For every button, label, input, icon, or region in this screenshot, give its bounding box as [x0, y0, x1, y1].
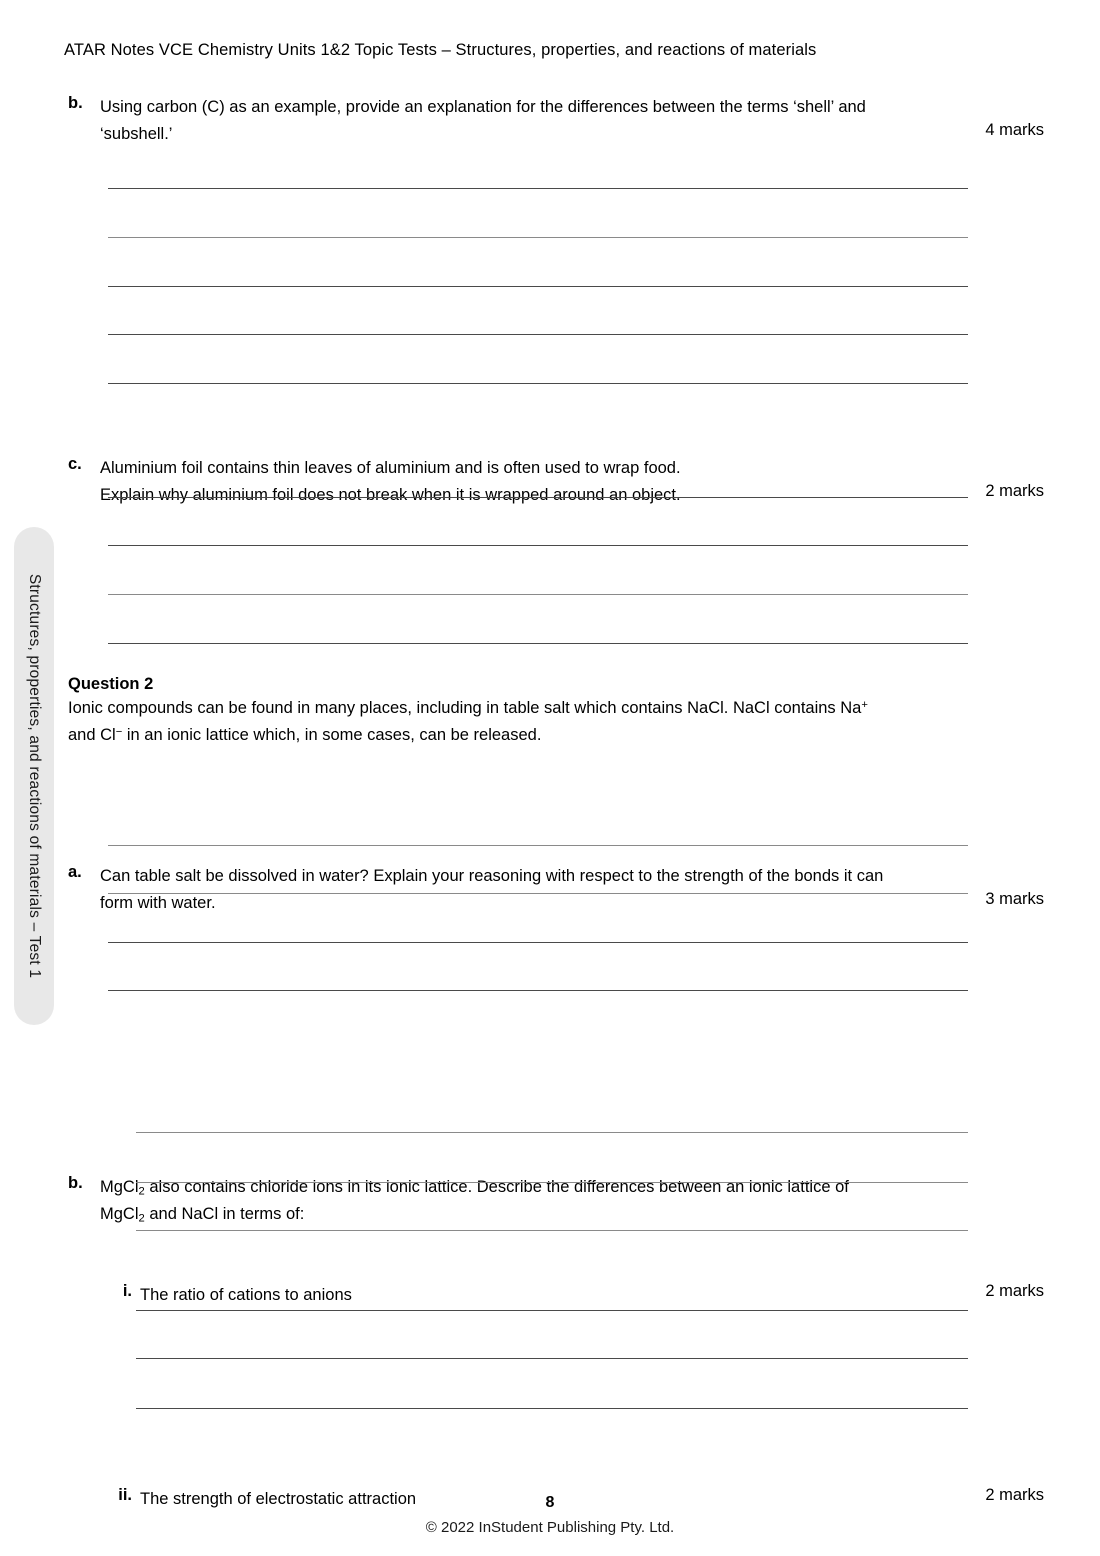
- question-2-part-b-i: [68, 1282, 1044, 1309]
- answer-line[interactable]: [108, 893, 968, 894]
- question-2-stem-line-2-pre: and Cl: [68, 725, 116, 744]
- q2-part-a-text-line-1: Can table salt be dissolved in water? Explain your reasoning with respect to the strength of the bonds it can: [100, 866, 884, 885]
- answer-line[interactable]: [108, 942, 968, 943]
- q2-part-b-i-text: The ratio of cations to anions: [140, 1285, 352, 1304]
- answer-line[interactable]: [108, 188, 968, 189]
- question-2-part-a: [68, 863, 1044, 916]
- part-marker-b: b.: [68, 94, 83, 112]
- answer-line[interactable]: [108, 643, 968, 644]
- answer-line[interactable]: [108, 845, 968, 846]
- answer-line[interactable]: [136, 1132, 968, 1133]
- footer-page-number: 8: [545, 1494, 555, 1511]
- q2-part-b-i-marks: 2 marks: [985, 1281, 1044, 1300]
- answer-line[interactable]: [136, 1182, 968, 1183]
- part-c-text: [100, 455, 1044, 508]
- q2-part-b-text-line-2-post: and NaCl in terms of:: [144, 1205, 305, 1224]
- question-2-stem-line-2-post: in an ionic lattice which, in some cases, can be released.: [122, 725, 542, 744]
- answer-line[interactable]: [108, 497, 968, 498]
- magnesium-chloride-subscript: 2: [138, 1185, 145, 1198]
- answer-line[interactable]: [136, 1408, 968, 1409]
- subpart-marker-i: i.: [122, 1281, 132, 1300]
- part-c-text-line-2: Explain why aluminium foil does not break when it is wrapped around an object.: [100, 486, 681, 505]
- question-2-stem-line-2: [68, 722, 1044, 749]
- part-b-text-line-1: Using carbon (C) as an example, provide an explanation for the differences between the terms ‘shell’ and: [100, 98, 866, 116]
- q2-part-a-marks: 3 marks: [985, 889, 1044, 908]
- q2-part-b-text-line-2: [100, 1201, 1044, 1228]
- q2-part-a-text: [100, 863, 1044, 916]
- q2-part-b-text-line-1-post: also contains chloride ions in its ionic lattice. Describe the differences between an ionic lattice of: [144, 1178, 849, 1197]
- answer-line[interactable]: [108, 237, 968, 238]
- answer-line[interactable]: [108, 990, 968, 991]
- question-part-c: [68, 455, 1044, 508]
- part-b-text-line-2: ‘subshell.’: [100, 124, 173, 143]
- subpart-marker-ii: ii.: [118, 1486, 132, 1505]
- part-c-text-line-1: Aluminium foil contains thin leaves of aluminium and is often used to wrap food.: [100, 459, 681, 478]
- part-b-marks: 4 marks: [985, 121, 1044, 139]
- part-marker-c: c.: [68, 455, 82, 474]
- answer-line[interactable]: [136, 1230, 968, 1231]
- answer-line[interactable]: [136, 1310, 968, 1311]
- sodium-cation-charge-superscript: +: [861, 699, 868, 712]
- part-c-marks: 2 marks: [985, 482, 1044, 501]
- question-2-stem: [68, 695, 1044, 748]
- question-2-stem-line-1-text: Ionic compounds can be found in many places, including in table salt which contains NaCl. NaCl contains Na: [68, 699, 862, 718]
- q2-part-b-ii-marks: 2 marks: [985, 1486, 1044, 1505]
- question-2-block: [68, 673, 1044, 749]
- chloride-anion-charge-superscript: −: [115, 725, 123, 738]
- magnesium-chloride-subscript-2: 2: [138, 1212, 145, 1225]
- magnesium-chloride-formula-pre-2: MgCl: [100, 1205, 139, 1224]
- running-header: ATAR Notes VCE Chemistry Units 1&2 Topic Tests – Structures, properties, and reactions of materials: [64, 41, 817, 59]
- answer-line[interactable]: [136, 1358, 968, 1359]
- part-marker-b2: b.: [68, 1174, 83, 1193]
- answer-line[interactable]: [108, 594, 968, 595]
- q2-part-b-text-line-1: [100, 1174, 1044, 1201]
- side-tab: [14, 527, 54, 1025]
- answer-line[interactable]: [108, 383, 968, 384]
- question-2-stem-line-1: [68, 695, 1044, 722]
- footer-copyright: © 2022 InStudent Publishing Pty. Ltd.: [425, 1519, 675, 1536]
- answer-line[interactable]: [108, 334, 968, 335]
- answer-line[interactable]: [108, 286, 968, 287]
- question-2-heading: Question 2: [68, 675, 154, 693]
- answer-line[interactable]: [108, 545, 968, 546]
- part-b-text: [100, 94, 1044, 147]
- question-part-b: [68, 94, 1044, 147]
- q2-part-a-text-line-2: form with water.: [100, 893, 216, 912]
- q2-part-b-ii-text: The strength of electrostatic attraction: [140, 1490, 417, 1509]
- side-tab-label: Structures, properties, and reactions of materials – Test 1: [26, 573, 43, 979]
- magnesium-chloride-formula-pre: MgCl: [100, 1178, 139, 1197]
- part-marker-a: a.: [68, 862, 82, 881]
